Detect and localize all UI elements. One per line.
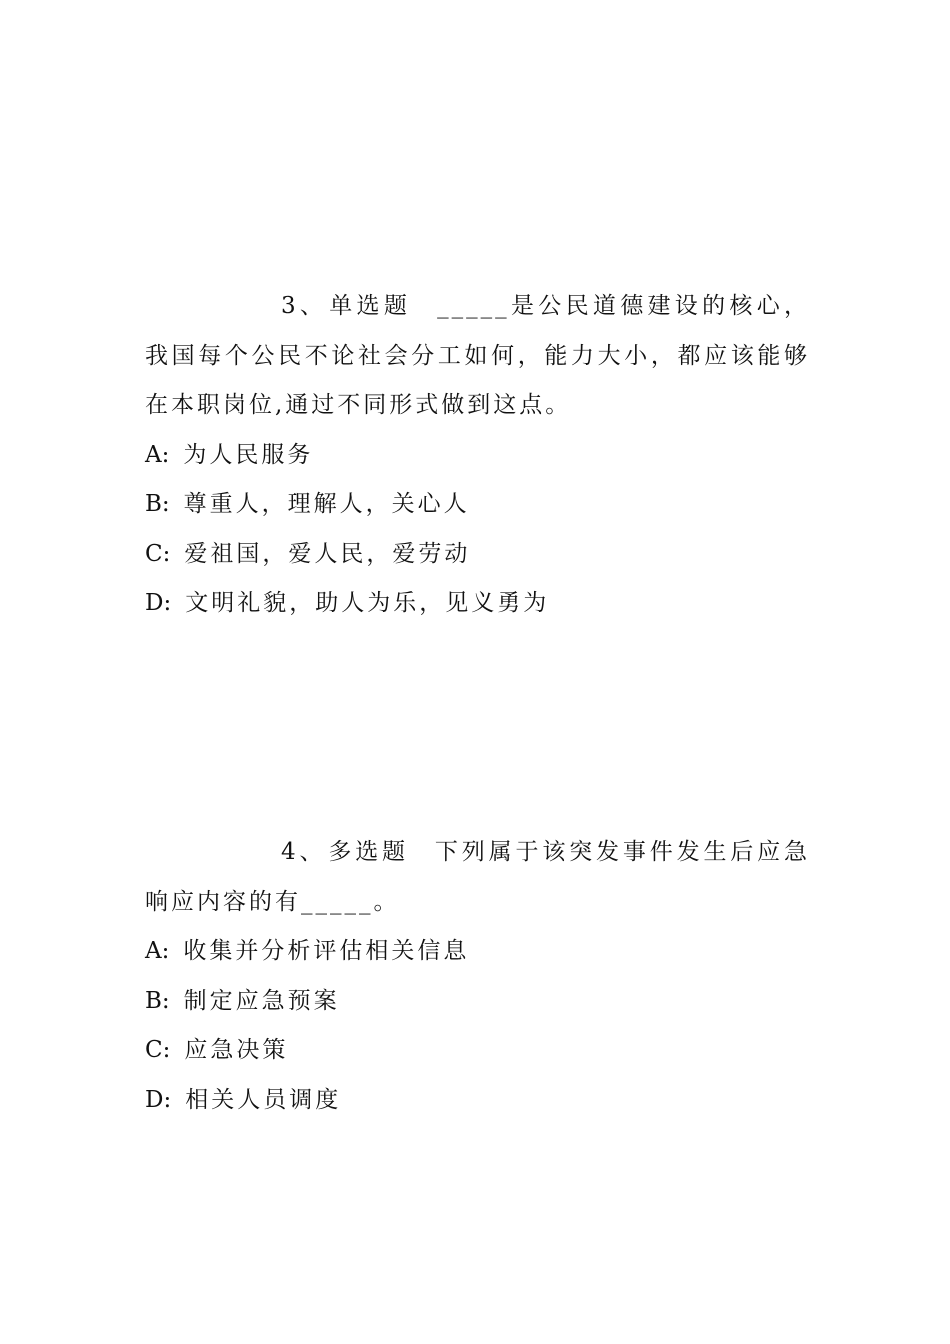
question-stem [145,282,810,431]
option-list [145,927,810,1125]
option-d [145,579,810,629]
option-d [145,1076,810,1126]
option-letter: B [145,491,162,517]
option-text: 相关人员调度 [185,1086,342,1113]
option-text: 爱祖国，爱人民，爱劳动 [184,540,471,567]
option-text: 收集并分析评估相关信息 [183,938,470,964]
option-separator: : [161,491,170,517]
question-text: 下列属于该突发事件发生后应急响应内容的有_____。 [145,839,810,915]
option-letter: C [145,540,163,567]
question-stem [145,828,810,927]
option-separator: : [161,441,170,468]
option-text: 尊重人，理解人，关心人 [183,491,470,517]
question-number: 3、 [281,293,328,319]
option-separator: : [163,590,172,616]
question-4 [145,828,810,1125]
option-text: 为人民服务 [183,441,314,468]
option-text: 文明礼貌，助人为乐，见义勇为 [185,590,550,616]
option-letter: A [145,938,162,964]
question-type: 多选题 [328,839,409,865]
question-type: 单选题 [329,293,412,319]
option-list [145,431,810,629]
question-number: 4、 [281,839,327,865]
question-text: _____是公民道德建设的核心，我国每个公民不论社会分工如何，能力大小，都应该能够在本职岗位,通过不同形式做到这点。 [145,293,811,418]
option-separator: : [161,987,170,1014]
option-letter: A [145,441,162,468]
option-b [145,480,810,530]
option-text: 应急决策 [184,1037,289,1063]
option-a [145,431,810,481]
option-a [145,927,810,977]
option-b [145,977,810,1027]
option-letter: D [145,590,164,616]
option-separator: : [161,938,170,964]
option-letter: C [145,1037,163,1063]
option-separator: : [162,1037,171,1063]
option-c [145,530,810,580]
option-c [145,1026,810,1076]
option-separator: : [163,1086,172,1113]
option-separator: : [162,540,171,567]
option-letter: D [145,1086,164,1113]
question-3 [145,282,810,629]
option-letter: B [145,987,162,1014]
option-text: 制定应急预案 [183,987,340,1014]
